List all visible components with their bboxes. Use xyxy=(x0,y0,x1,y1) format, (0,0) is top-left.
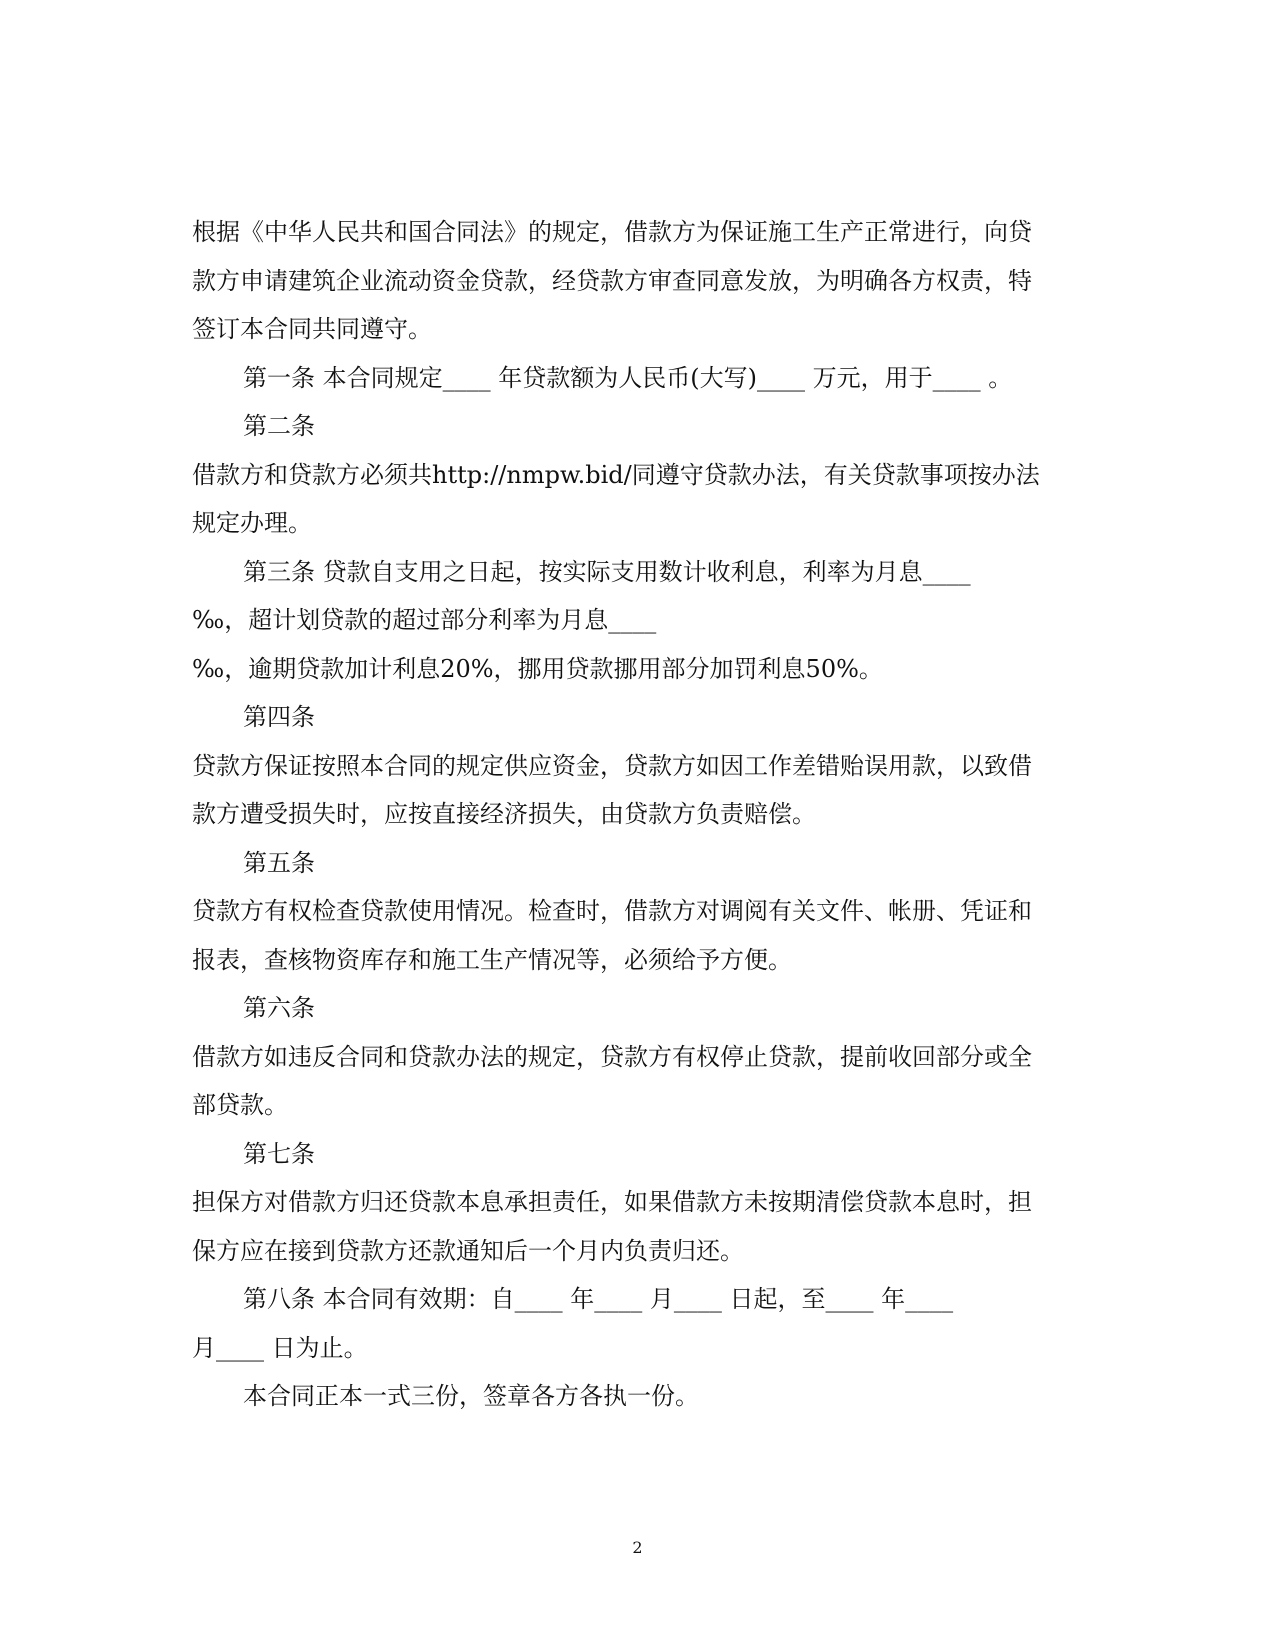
document-body xyxy=(192,208,1072,1421)
text-line: 根据《中华人民共和国合同法》的规定，借款方为保证施工生产正常进行，向贷 xyxy=(192,218,1032,246)
article-6-heading: 第六条 xyxy=(243,994,315,1022)
text-line: 贷款方有权检查贷款使用情况。检查时，借款方对调阅有关文件、帐册、凭证和 xyxy=(192,897,1032,925)
text-line: 签订本合同共同遵守。 xyxy=(192,315,432,343)
text-line: 款方遭受损失时，应按直接经济损失，由贷款方负责赔偿。 xyxy=(192,800,816,828)
closing-line: 本合同正本一式三份，签章各方各执一份。 xyxy=(243,1382,699,1410)
text-line: 规定办理。 xyxy=(192,509,312,537)
text-line: ‰，逾期贷款加计利息20%，挪用贷款挪用部分加罚利息50%。 xyxy=(192,654,883,683)
text-line: ‰，超计划贷款的超过部分利率为月息____ xyxy=(192,606,657,634)
page-number: 2 xyxy=(632,1538,643,1557)
article-4-heading: 第四条 xyxy=(243,703,315,731)
article-5-heading: 第五条 xyxy=(243,848,315,877)
text-line: 借款方和贷款方必须共http://nmpw.bid/同遵守贷款办法，有关贷款事项按办法 xyxy=(192,460,1040,489)
text-line: 保方应在接到贷款方还款通知后一个月内负责归还。 xyxy=(192,1236,744,1265)
text-line: 部贷款。 xyxy=(192,1091,288,1119)
article-3: 第三条 贷款自支用之日起，按实际支用数计收利息，利率为月息____ xyxy=(243,557,971,586)
text-line: 月____ 日为止。 xyxy=(192,1333,368,1362)
article-2-heading: 第二条 xyxy=(243,412,315,440)
article-1: 第一条 本合同规定____ 年贷款额为人民币(大写)____ 万元，用于____ 。 xyxy=(243,363,1013,392)
text-line: 借款方如违反合同和贷款办法的规定，贷款方有权停止贷款，提前收回部分或全 xyxy=(192,1042,1032,1071)
text-line: 贷款方保证按照本合同的规定供应资金，贷款方如因工作差错贻误用款，以致借 xyxy=(192,751,1032,780)
article-8: 第八条 本合同有效期：自____ 年____ 月____ 日起，至____ 年____ xyxy=(243,1285,954,1313)
text-line: 担保方对借款方归还贷款本息承担责任，如果借款方未按期清偿贷款本息时，担 xyxy=(192,1188,1032,1216)
text-line: 款方申请建筑企业流动资金贷款，经贷款方审查同意发放，为明确各方权责，特 xyxy=(192,266,1032,295)
article-7-heading: 第七条 xyxy=(243,1139,315,1168)
text-line: 报表，查核物资库存和施工生产情况等，必须给予方便。 xyxy=(192,945,792,974)
